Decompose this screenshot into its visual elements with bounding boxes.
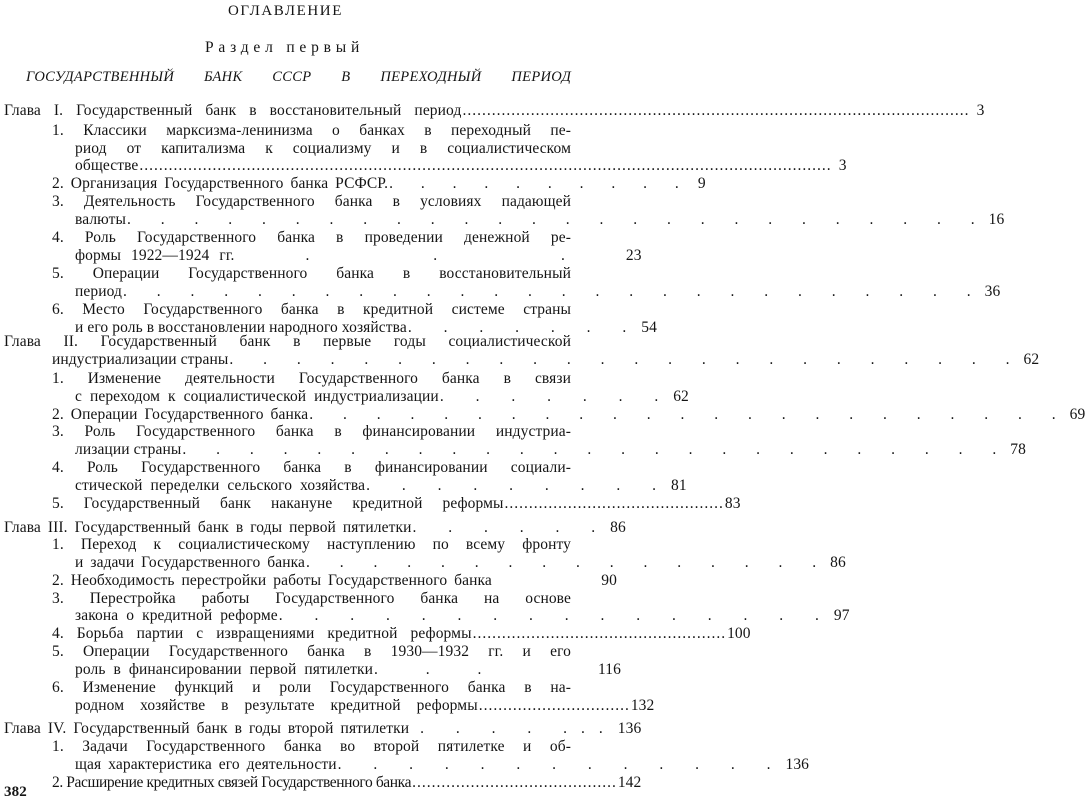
part-title: ГОСУДАРСТВЕННЫЙ БАНК СССР В ПЕРЕХОДНЫЙ ПЕРИОД (26, 69, 572, 85)
toc-page-number: 54 (641, 319, 657, 336)
toc-item[interactable] (52, 122, 571, 140)
toc-item[interactable] (75, 554, 846, 572)
dot-leader: ............................................. (504, 495, 724, 512)
toc-text: 4. Борьба партии с извращениями кредитной реформы (52, 625, 472, 642)
toc-item[interactable] (52, 459, 571, 477)
toc-item[interactable] (52, 351, 1040, 369)
toc-text: 1. Задачи Государственного банка во второй пятилетке и об- (52, 738, 571, 755)
toc-page-number: 132 (630, 697, 655, 714)
toc-page-number: 69 (1069, 406, 1085, 423)
toc-text: 5. Государственный банк накануне кредитной реформы (52, 495, 504, 512)
dot-leader: . . . . . . (412, 519, 610, 536)
toc-text: Глава I. Государственный банк в восстановительный период (4, 102, 462, 119)
toc-text: Глава IV. Государственный банк в годы второй пятилетки (4, 720, 410, 737)
toc-text: риод от капитализма к социализму и в социалистическом (75, 140, 571, 157)
toc-page-number: 142 (617, 774, 642, 791)
toc-item[interactable] (75, 477, 687, 495)
toc-text: и его роль в восстановлении народного хозяйства (75, 319, 407, 336)
toc-page-number: 3 (838, 157, 847, 174)
toc-text: 2. Необходимость перестройки работы Государственного банка (52, 572, 492, 589)
toc-item[interactable] (52, 301, 571, 319)
dot-leader: . . . . . . . (407, 319, 641, 336)
toc-item[interactable] (75, 607, 850, 625)
toc-item[interactable] (52, 193, 571, 211)
toc-text: 3. Роль Государственного банка в финансировании индустриа- (52, 423, 571, 440)
dot-leader: . . . . . . . . . . . . . . . . . . . . . . . . . . (127, 211, 988, 228)
toc-item[interactable] (52, 572, 617, 590)
toc-item[interactable] (52, 738, 571, 756)
toc-item[interactable] (52, 774, 642, 792)
toc-item[interactable] (52, 679, 571, 697)
toc-item[interactable] (52, 495, 741, 513)
toc-text: 5. Операции Государственного банка в восстановительный (52, 265, 571, 282)
toc-page-number: 116 (598, 661, 621, 678)
dot-leader: . . . . . . . . . . . . . . . . . . . . . . . (309, 406, 1069, 423)
dot-leader: ........................................................................................................ (462, 102, 970, 119)
toc-page-number: 9 (697, 175, 706, 192)
toc-page-number: 23 (625, 247, 642, 264)
toc-page-number: 86 (610, 519, 626, 536)
toc-text: обществе (75, 157, 139, 174)
toc-text: 2. Организация Государственного банка РСФСР. (52, 175, 389, 192)
dot-leader: . . . . . . . . . . . . . . . . . . . . . . . . (229, 351, 1023, 368)
dot-leader: . . . . . . . . . . . . . . . . . . . . . . . . . (182, 441, 1010, 458)
toc-item[interactable] (52, 643, 571, 661)
page-title: ОГЛАВЛЕНИЕ (228, 3, 343, 19)
toc-text: 6. Место Государственного банка в кредитной системе страны (52, 301, 571, 318)
toc-item[interactable] (75, 140, 571, 158)
toc-text: родном хозяйстве в результате кредитной реформы (75, 697, 478, 714)
toc-text: Глава II. Государственный банк в первые годы социалистической (4, 333, 571, 350)
toc-page-number: 136 (785, 756, 810, 773)
toc-item[interactable] (52, 406, 1085, 424)
toc-text: лизации страны (75, 441, 182, 458)
toc-text: индустриализации страны (52, 351, 229, 368)
dot-leader: . . . . . . . . . (366, 477, 670, 494)
dot-leader: . . . . . . . (439, 388, 673, 405)
page-number: 382 (4, 784, 27, 800)
toc-item[interactable] (75, 157, 847, 175)
toc-text: 4. Роль Государственного банка в проведении денежной ре- (52, 229, 571, 246)
toc-item[interactable] (52, 229, 571, 247)
toc-item[interactable] (75, 388, 689, 406)
toc-item[interactable] (52, 625, 751, 643)
toc-text: валюты (75, 211, 127, 228)
toc-text: роль в финансировании первой пятилетки (75, 661, 373, 678)
toc-page-number: 62 (673, 388, 689, 405)
toc-page-number: 78 (1010, 441, 1026, 458)
toc-item[interactable] (52, 370, 571, 388)
dot-leader: . . . . . . . . . . . . . (337, 756, 785, 773)
toc-text: стической переделки сельского хозяйства (75, 477, 366, 494)
toc-text: 4. Роль Государственного банка в финансировании социали- (52, 459, 571, 476)
toc-chapter-3[interactable] (4, 519, 626, 537)
dot-leader: .......................................... (412, 774, 617, 791)
dot-leader: .................................................... (472, 625, 727, 642)
toc-text: 1. Переход к социалистическому наступлению по всему фронту (52, 536, 571, 553)
toc-item[interactable] (52, 536, 571, 554)
toc-page-number: 97 (833, 607, 850, 624)
toc-page-number: 62 (1023, 351, 1040, 368)
toc-text: 3. Деятельность Государственного банка в условиях падающей (52, 193, 571, 210)
toc-chapter-2[interactable] (4, 333, 571, 351)
toc-page-number: 3 (976, 102, 985, 119)
toc-text: 6. Изменение функций и роли Государственного банка в на- (52, 679, 571, 696)
toc-text: и задачи Государственного банка (75, 554, 306, 571)
toc-chapter-4[interactable] (4, 720, 642, 738)
toc-page-number: 136 (617, 720, 642, 737)
dot-leader: . . . . . . . . . . . . . . . . (278, 607, 833, 624)
toc-item[interactable] (75, 283, 1001, 301)
dot-leader: .............................................................................................................................................. (139, 157, 832, 174)
toc-page-number: 90 (601, 572, 617, 589)
dot-leader: . . . . . . . . . . (389, 175, 691, 192)
toc-text: с переходом к социалистической индустриализации (75, 388, 439, 405)
toc-page-number: 86 (830, 554, 846, 571)
toc-page-number: 36 (984, 283, 1001, 300)
toc-text: 1. Изменение деятельности Государственного банка в связи (52, 370, 571, 387)
toc-item[interactable] (52, 175, 706, 193)
toc-item[interactable] (75, 441, 1026, 459)
toc-text: 5. Операции Государственного банка в 1930—1932 гг. и его (52, 643, 571, 660)
toc-page-number: 16 (988, 211, 1005, 228)
toc-item[interactable] (75, 247, 642, 265)
toc-page-number: 83 (724, 495, 741, 512)
toc-text: Глава III. Государственный банк в годы первой пятилетки (4, 519, 412, 536)
toc-text: формы 1922—1924 гг. (75, 247, 235, 264)
toc-item[interactable] (75, 661, 621, 679)
dot-leader: . . . . . . . . . . . . . . . . . . . . . . . . . . (123, 283, 984, 300)
toc-page-number: 81 (670, 477, 687, 494)
toc-item[interactable] (52, 265, 571, 283)
toc-item[interactable] (75, 697, 655, 715)
toc-text: щая характеристика его деятельности (75, 756, 337, 773)
dot-leader: . . . (305, 247, 625, 264)
toc-text: 2. Расширение кредитных связей Государственного банка (52, 774, 412, 791)
dot-leader: . . . . . . . . . . . . . . . . (306, 554, 830, 571)
toc-item[interactable] (75, 211, 1005, 229)
toc-item[interactable] (52, 590, 571, 608)
toc-text: закона о кредитной реформе (75, 607, 278, 624)
toc-chapter-1[interactable] (4, 102, 985, 120)
toc-text: 1. Классики марксизма-ленинизма о банках в переходный пе- (52, 122, 571, 139)
dot-leader: ............................... (478, 697, 630, 714)
toc-item[interactable] (75, 756, 810, 774)
toc-page-number: 100 (727, 625, 751, 642)
toc-text: 2. Операции Государственного банка (52, 406, 309, 423)
toc-item[interactable] (52, 423, 571, 441)
dot-leader: . . . (373, 661, 504, 678)
dot-leader: . . . . ... (420, 720, 617, 737)
toc-text: 3. Перестройка работы Государственного банка на основе (52, 590, 571, 607)
section-heading: Раздел первый (205, 39, 365, 56)
toc-text: период (75, 283, 123, 300)
